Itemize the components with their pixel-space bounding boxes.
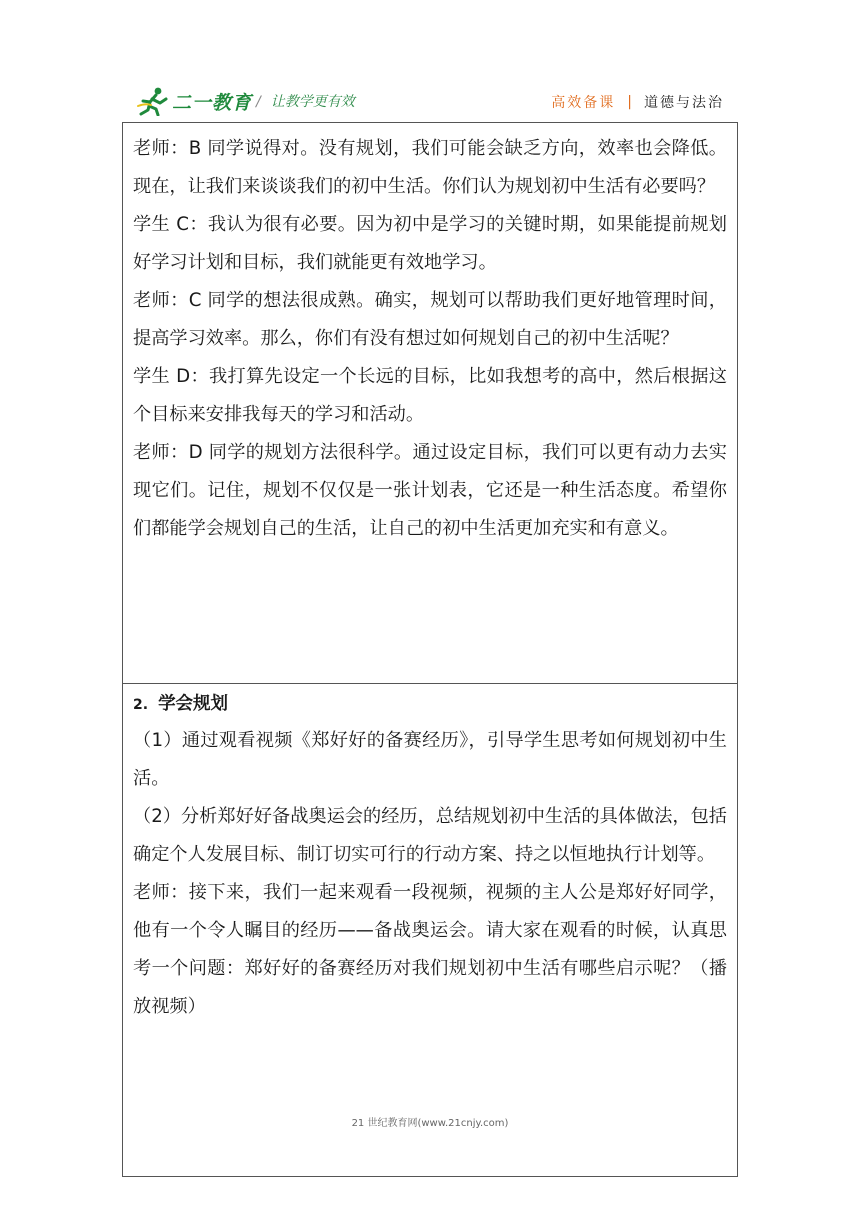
paragraph: 老师：C 同学的想法很成熟。确实，规划可以帮助我们更好地管理时间，提高学习效率。那么，你们有没有想过如何规划自己的初中生活呢？ bbox=[133, 290, 727, 349]
paragraph: 老师：D 同学的规划方法很科学。通过设定目标，我们可以更有动力去实现它们。记住，规划不仅仅是一张计划表，它还是一种生活态度。希望你们都能学会规划自己的生活，让自己的初中生活更加充实和有意义。 bbox=[133, 442, 727, 539]
paragraph: （2）分析郑好好备战奥运会的经历，总结规划初中生活的具体做法，包括确定个人发展目标、制订切实可行的行动方案、持之以恒地执行计划等。 bbox=[133, 806, 727, 865]
section-number: 2. bbox=[133, 697, 149, 713]
subject-label: 道德与法治 bbox=[644, 95, 724, 111]
slogan-text: 让教学更有效 bbox=[270, 94, 355, 110]
logo-text: 二一教育 bbox=[172, 91, 253, 114]
runner-logo-icon bbox=[136, 86, 170, 116]
paragraph: 学生 D：我打算先设定一个长远的目标，比如我想考的高中，然后根据这个目标来安排我每天的学习和活动。 bbox=[133, 366, 727, 425]
paragraph: 老师：B 同学说得对。没有规划，我们可能会缺乏方向，效率也会降低。现在，让我们来谈谈我们的初中生活。你们认为规划初中生活有必要吗？ bbox=[133, 138, 727, 197]
paragraph: 学生 C：我认为很有必要。因为初中是学习的关键时期，如果能提前规划好学习计划和目标，我们就能更有效地学习。 bbox=[133, 214, 727, 273]
logo bbox=[136, 86, 252, 116]
dialogue-cell bbox=[123, 123, 737, 683]
header-right bbox=[551, 92, 724, 112]
section-title-text: 学会规划 bbox=[158, 694, 229, 714]
lesson-table bbox=[122, 122, 738, 1177]
slogan bbox=[256, 91, 355, 111]
paragraph: 老师：接下来，我们一起来观看一段视频，视频的主人公是郑好好同学，他有一个令人瞩目的经历——备战奥运会。请大家在观看的时候，认真思考一个问题：郑好好的备赛经历对我们规划初中生活有哪些启示呢？（播放视频） bbox=[133, 882, 727, 1017]
section-cell bbox=[123, 683, 737, 1176]
slogan-divider: / bbox=[256, 94, 261, 110]
section-heading bbox=[133, 691, 727, 718]
page-footer: 21 世纪教育网(www.21cnjy.com) bbox=[351, 1118, 509, 1129]
header-separator: | bbox=[627, 94, 632, 110]
paragraph: （1）通过观看视频《郑好好的备赛经历》，引导学生思考如何规划初中生活。 bbox=[133, 730, 727, 789]
header-label: 高效备课 bbox=[551, 95, 616, 111]
page-header bbox=[122, 84, 738, 120]
